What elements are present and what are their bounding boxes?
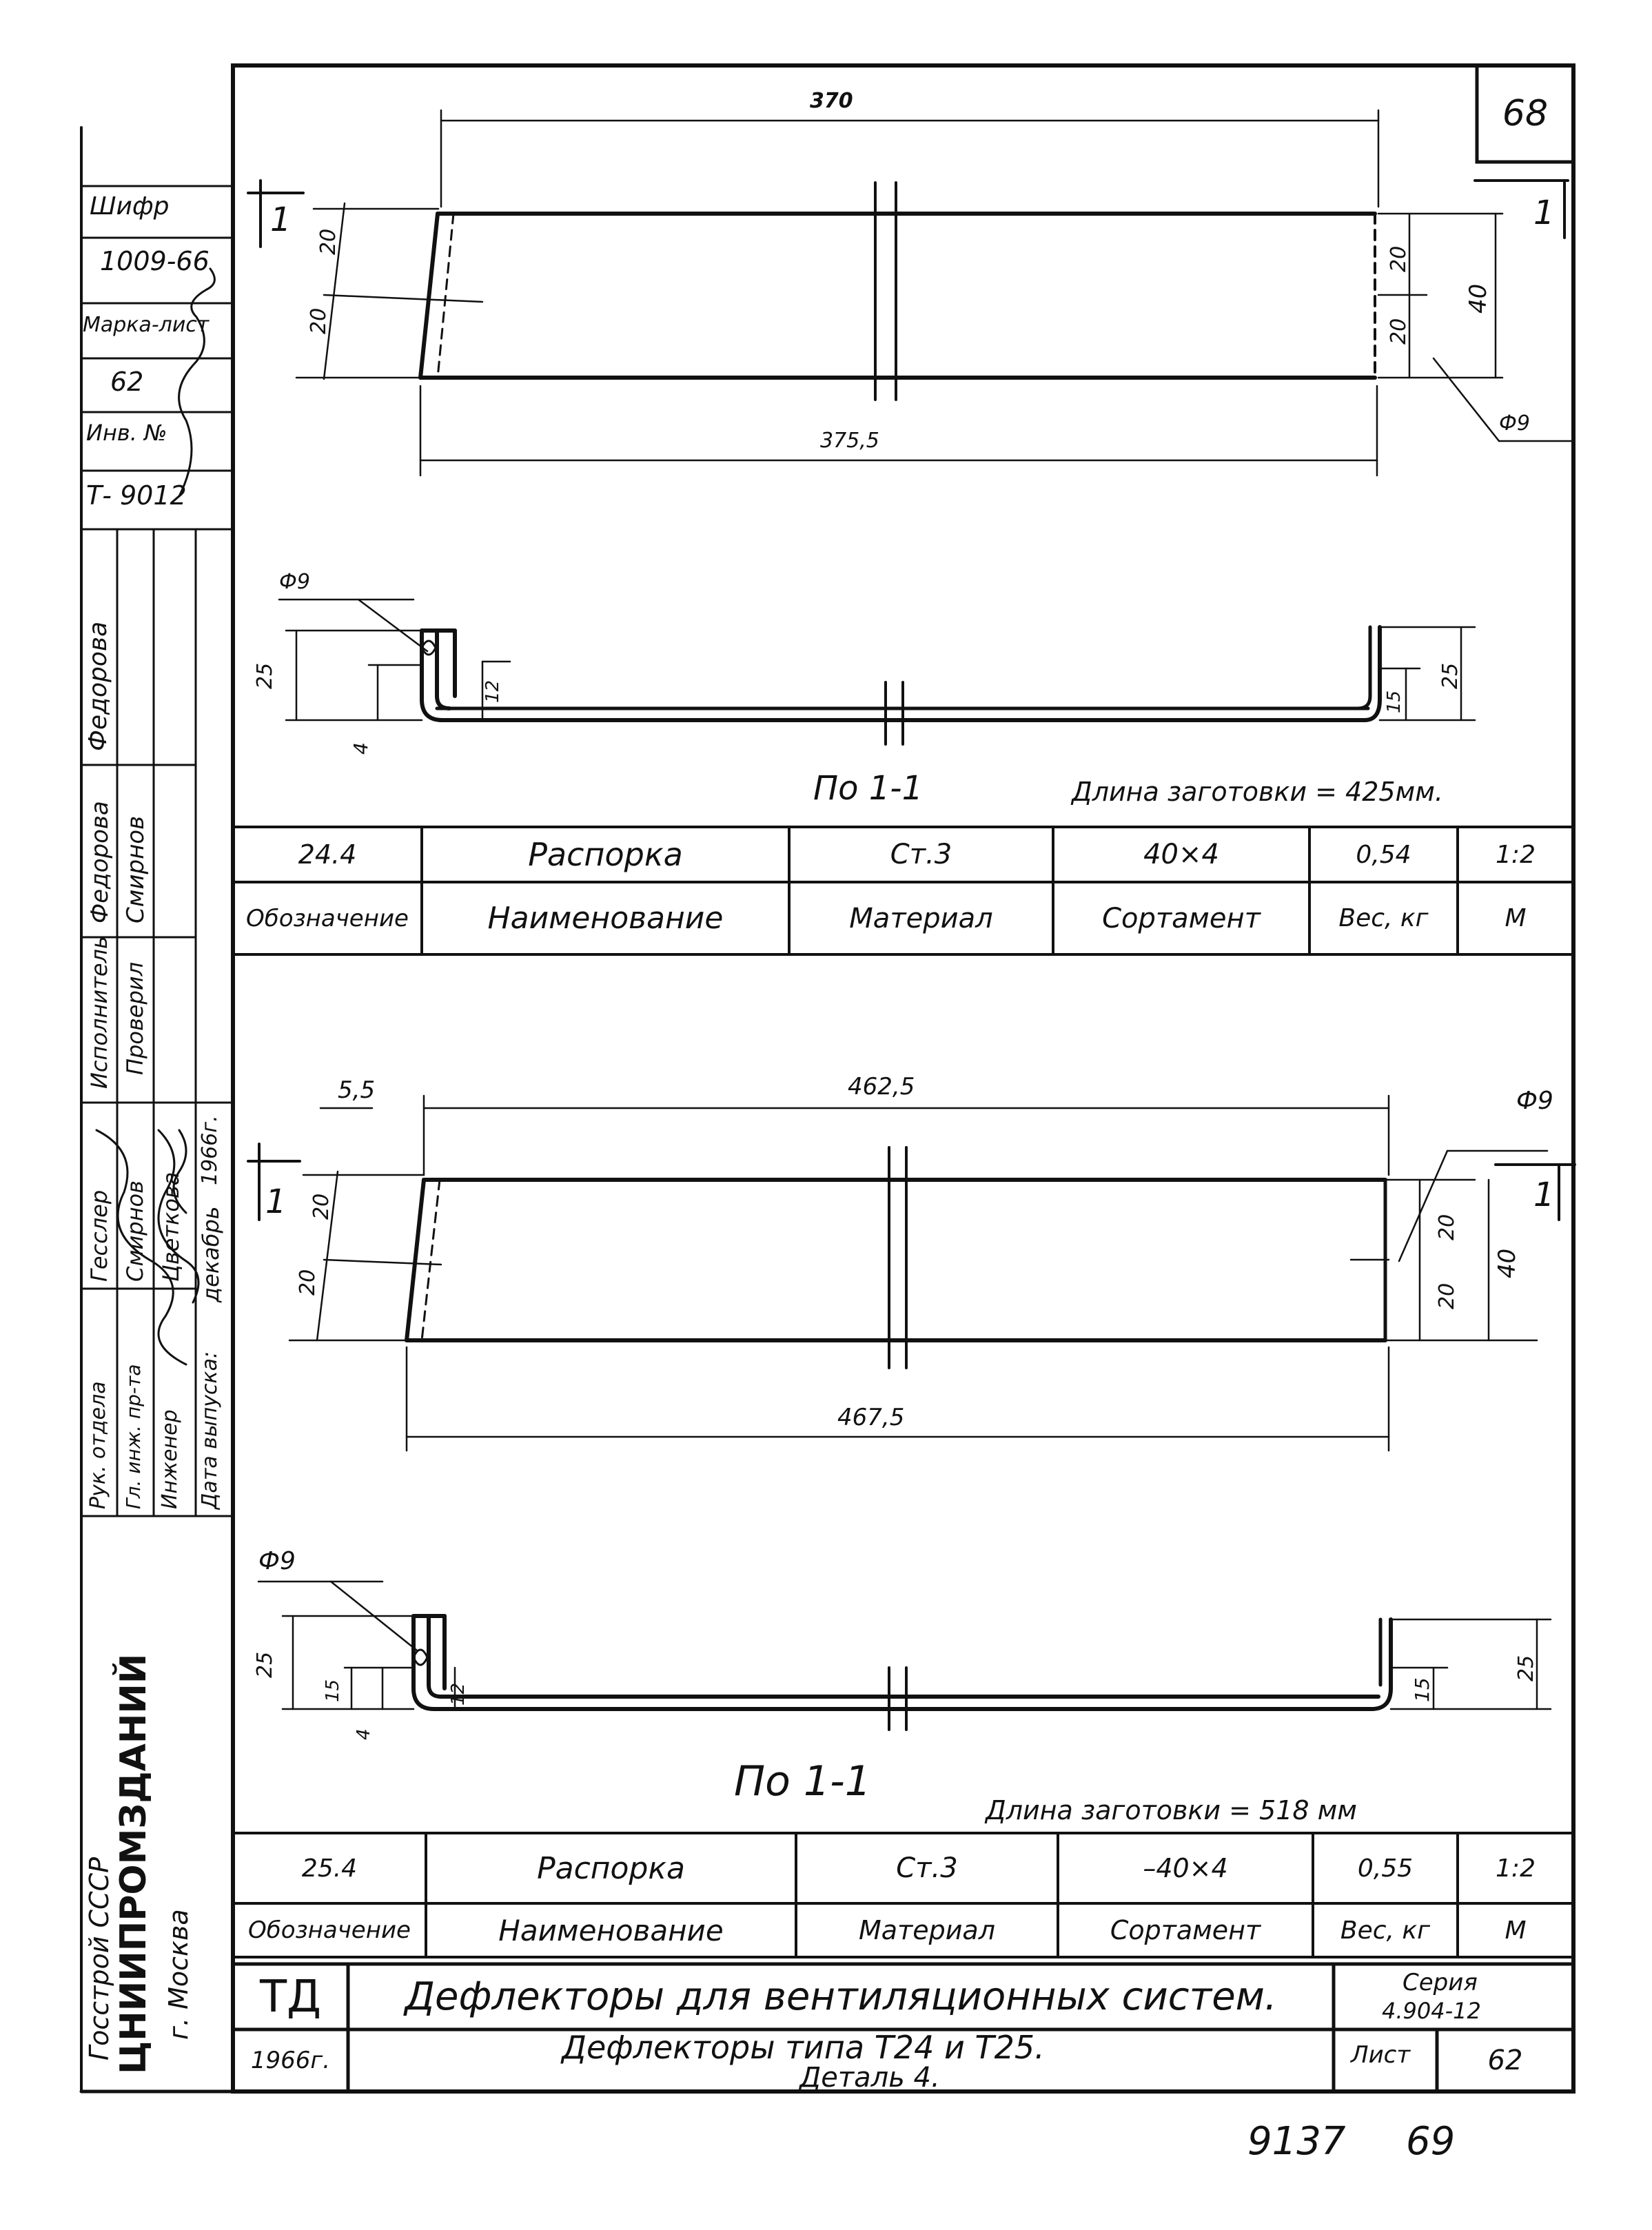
p2-dim-right-a: 20 [1435, 1214, 1459, 1240]
part2-plan [407, 1180, 1385, 1340]
p1-row-name: Распорка [528, 836, 683, 873]
role-engineer: Инженер [158, 1409, 182, 1509]
p1-view-caption: По 1-1 [813, 769, 924, 808]
title-year: 1966г. [250, 2047, 331, 2074]
p1-hdr-weight: Вес, кг [1338, 904, 1429, 932]
p2-sec-h-inner-a: 15 [323, 1679, 343, 1702]
part2-plan-dims [248, 1096, 1575, 1451]
part1-plan [420, 214, 1375, 378]
part1-plan-dims [248, 110, 1571, 475]
p1-sec-h-right: 25 [1438, 662, 1462, 689]
p2-view-caption: По 1-1 [734, 1757, 871, 1806]
p1-sec-h-right-inner: 15 [1384, 690, 1405, 713]
inv-value: Т- 9012 [86, 480, 187, 511]
p2-dim-left-a: 20 [309, 1193, 334, 1220]
p2-dim-overall: 462,5 [848, 1073, 915, 1101]
org-line1: Госстрой СССР [84, 1856, 114, 2060]
mark-sheet-value: 62 [110, 367, 144, 397]
p1-row-profile: 40×4 [1143, 839, 1219, 870]
p2-row-weight: 0,55 [1357, 1854, 1414, 1883]
name-head-dept: Гесслер [86, 1189, 112, 1282]
p1-dim-overall: 370 [810, 89, 853, 113]
p1-sec-t: 4 [349, 742, 372, 755]
p2-sec-h-inner-b: 12 [448, 1682, 469, 1706]
p1-sec-h-inner: 12 [482, 679, 503, 703]
p1-dim-left-a: 20 [316, 228, 340, 255]
p1-blank-length: Длина заготовки = 425мм. [1072, 777, 1443, 807]
p2-hdr-material: Материал [859, 1915, 995, 1945]
p1-row-designation: 24.4 [298, 839, 357, 870]
p2-sec-hole: Ф9 [258, 1547, 296, 1575]
drawing-subtitle-1: Дефлекторы типа Т24 и Т25. [562, 2029, 1045, 2066]
p1-hdr-scale: М [1505, 904, 1527, 932]
p1-dim-right-total: 40 [1465, 283, 1492, 314]
org-line2: ЦНИИПРОМЗДАНИЙ [113, 1653, 154, 2074]
p2-hdr-weight: Вес, кг [1340, 1916, 1431, 1945]
p1-dim-right-b: 20 [1387, 318, 1411, 345]
role-head-dept: Рук. отдела [86, 1381, 110, 1509]
p2-dim-right-total: 40 [1493, 1248, 1521, 1278]
p2-row-profile: –40×4 [1143, 1853, 1228, 1883]
p2-dim-left-b: 20 [296, 1269, 320, 1296]
p2-row-name: Распорка [537, 1850, 685, 1886]
p1-hdr-name: Наименование [487, 901, 724, 936]
p1-row-scale: 1:2 [1496, 840, 1536, 869]
p2-sec-h-left: 25 [253, 1651, 277, 1678]
part1-section [422, 627, 1380, 720]
mark-sheet-label: Марка-лист [83, 313, 210, 337]
p2-row-scale: 1:2 [1496, 1854, 1536, 1883]
p2-sec-h-right-inner: 15 [1411, 1677, 1434, 1702]
sheet-number: 62 [1487, 2045, 1523, 2076]
stamp-top-name: Федорова [84, 621, 112, 751]
p1-sec-hole: Ф9 [279, 570, 310, 594]
name-chief-eng: Смирнов [122, 1180, 148, 1282]
part1-section-dims [279, 600, 1475, 744]
release-year: 1966г. [198, 1115, 222, 1185]
drawing-title: Дефлекторы для вентиляционных систем. [405, 1974, 1277, 2019]
name-engineer: Цветкова [158, 1172, 184, 1282]
drawing-subtitle-2: Деталь 4. [799, 2062, 940, 2094]
sheet-label: Лист [1351, 2041, 1411, 2069]
series-label: Серия [1403, 1969, 1478, 1996]
release-month: декабрь [198, 1206, 224, 1302]
p2-row-material: Ст.3 [896, 1852, 958, 1884]
cipher-label: Шифр [90, 192, 170, 221]
p2-sec-t: 4 [354, 1728, 374, 1740]
p1-hdr-designation: Обозначение [246, 904, 409, 932]
series-value: 4.904-12 [1382, 1998, 1481, 2024]
p2-hdr-designation: Обозначение [248, 1916, 411, 1944]
p2-dim-right-b: 20 [1435, 1282, 1459, 1309]
p2-section-mark-right: 1 [1533, 1176, 1555, 1214]
name-executor: Федорова [86, 801, 114, 923]
p2-dim-bottom: 467,5 [837, 1404, 905, 1431]
p1-dim-left-b: 20 [307, 307, 331, 334]
p2-sec-h-right: 25 [1514, 1655, 1538, 1681]
p2-section-mark-left: 1 [265, 1183, 287, 1221]
p1-section-mark-right: 1 [1533, 194, 1555, 232]
title-logo: ТД [259, 1971, 322, 2023]
p1-dim-right-a: 20 [1387, 245, 1411, 272]
inv-label: Инв. № [86, 420, 167, 446]
p1-hdr-profile: Сортамент [1102, 902, 1261, 934]
role-checker: Проверил [122, 961, 148, 1075]
part2-section [414, 1616, 1391, 1709]
cipher-value: 1009-66 [100, 246, 210, 276]
p2-hdr-name: Наименование [498, 1913, 724, 1947]
p2-dim-hole: Ф9 [1516, 1087, 1553, 1115]
p1-dim-hole: Ф9 [1499, 411, 1530, 436]
corner-sheet-number: 68 [1502, 93, 1549, 134]
p2-dim-offset: 5,5 [338, 1076, 376, 1104]
p2-hdr-scale: М [1505, 1916, 1527, 1945]
role-release-date: Дата выпуска: [198, 1351, 222, 1509]
p1-row-weight: 0,54 [1356, 840, 1411, 869]
p1-row-material: Ст.3 [890, 839, 952, 870]
p1-sec-h-left: 25 [253, 662, 277, 689]
p1-dim-bottom: 375,5 [820, 429, 879, 453]
p2-row-designation: 25.4 [301, 1854, 358, 1883]
role-chief-eng: Гл. инж. пр-та [122, 1364, 145, 1509]
p1-section-mark-left: 1 [270, 201, 292, 239]
p1-hdr-material: Материал [849, 902, 993, 934]
p2-hdr-profile: Сортамент [1110, 1915, 1261, 1945]
name-checker: Смирнов [122, 815, 150, 923]
footer-number-right: 69 [1406, 2119, 1456, 2164]
org-line3: г. Москва [163, 1909, 194, 2040]
p2-blank-length: Длина заготовки = 518 мм [986, 1795, 1357, 1825]
role-executor: Исполнитель [86, 936, 112, 1089]
footer-number-left: 9137 [1247, 2119, 1346, 2164]
